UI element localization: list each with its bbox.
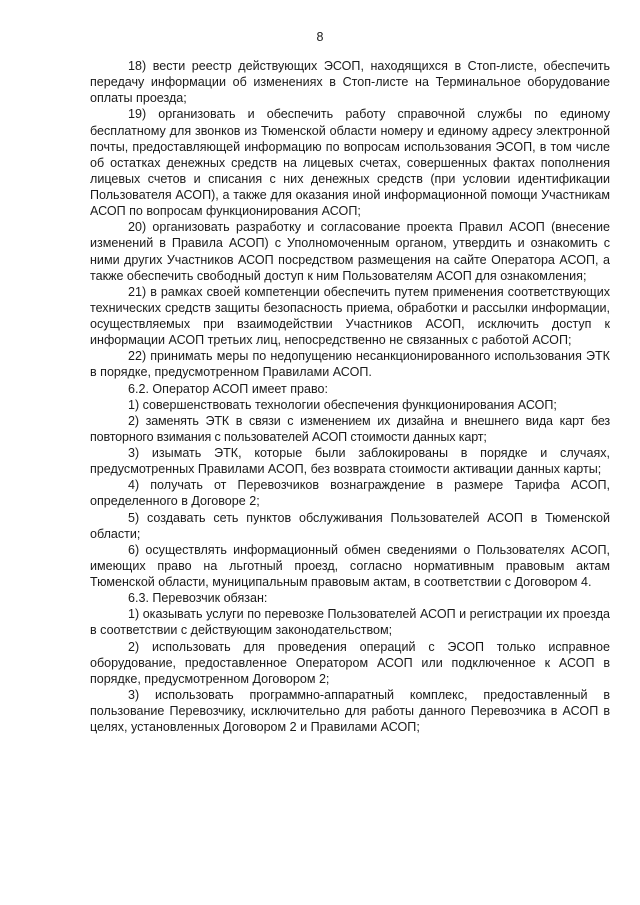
paragraph-6-2-item-4: 4) получать от Перевозчиков вознаграждение в размере Тарифа АСОП, определенного в Договоре 2; <box>90 478 610 509</box>
section-heading-6-3: 6.3. Перевозчик обязан: <box>128 591 268 606</box>
paragraph-6-2-item-3: 3) изымать ЭТК, которые были заблокированы в порядке и случаях, предусмотренных Правилами АСОП, без возврата стоимости активации данных карты; <box>90 446 610 477</box>
document-body <box>90 58 610 735</box>
paragraph-item-22: 22) принимать меры по недопущению несанкционированного использования ЭТК в порядке, предусмотренном Правилами АСОП. <box>90 349 610 380</box>
paragraph-6-3-item-1: 1) оказывать услуги по перевозке Пользователей АСОП и регистрации их проезда в соответствии с действующим законодательством; <box>90 607 610 638</box>
paragraph-6-3-item-3: 3) использовать программно-аппаратный комплекс, предоставленный в пользование Перевозчику, исключительно для работы данного Перевозчика в АСОП в целях, установленных Договором 2 и Правилами АСОП; <box>90 687 610 735</box>
paragraph-item-18: 18) вести реестр действующих ЭСОП, находящихся в Стоп-листе, обеспечить передачу информации об изменениях в Стоп-листе на Терминальное оборудование оплаты проезда; <box>90 59 610 106</box>
paragraph-6-3-item-2: 2) использовать для проведения операций с ЭСОП только исправное оборудование, предоставленное Оператором АСОП или подключенное к АСОП в порядке, предусмотренном Договором 2; <box>90 639 610 686</box>
paragraph-item-21: 21) в рамках своей компетенции обеспечить путем применения соответствующих технических средств защиты безопасность приема, обработки и рассылки информации, осуществляемых при взаимодействии Участников АСОП, исключить доступ к информации АСОП третьих лиц, непосредственно не связанных с работой АСОП; <box>90 284 610 348</box>
section-heading-6-2: 6.2. Оператор АСОП имеет право: <box>128 381 328 396</box>
paragraph-item-20: 20) организовать разработку и согласование проекта Правил АСОП (внесение изменений в Правила АСОП) с Уполномоченным органом, утвердить и ознакомить с ними других Участников АСОП посредством размещения на сайте Оператора АСОП, а также обеспечить свободный доступ к ним Пользователям АСОП для ознакомления; <box>90 220 610 283</box>
paragraph-6-2-item-1: 1) совершенствовать технологии обеспечения функционирования АСОП; <box>128 397 557 412</box>
paragraph-item-19: 19) организовать и обеспечить работу справочной службы по единому бесплатному для звонков из Тюменской области номеру и единому адресу электронной почты, предоставляющей информацию по вопросам использования ЭСОП, в том числе об остатках денежных средств на лицевых счетах, совершенных фактах пополнения лицевых счетов и списания с них денежных средств (при условии идентификации Пользователя АСОП), а также для оказания иной информационной помощи Участникам АСОП по вопросам функционирования АСОП; <box>90 107 610 219</box>
paragraph-6-2-item-2: 2) заменять ЭТК в связи с изменением их дизайна и внешнего вида карт без повторного взимания с пользователей АСОП стоимости данных карт; <box>90 413 610 444</box>
paragraph-6-2-item-6: 6) осуществлять информационный обмен сведениями о Пользователях АСОП, имеющих право на льготный проезд, согласно нормативным правовым актам Тюменской области, муниципальным правовым актам, в соответствии с Договором 4. <box>90 542 610 589</box>
paragraph-6-2-item-5: 5) создавать сеть пунктов обслуживания Пользователей АСОП в Тюменской области; <box>90 510 610 541</box>
page-number: 8 <box>316 30 324 44</box>
